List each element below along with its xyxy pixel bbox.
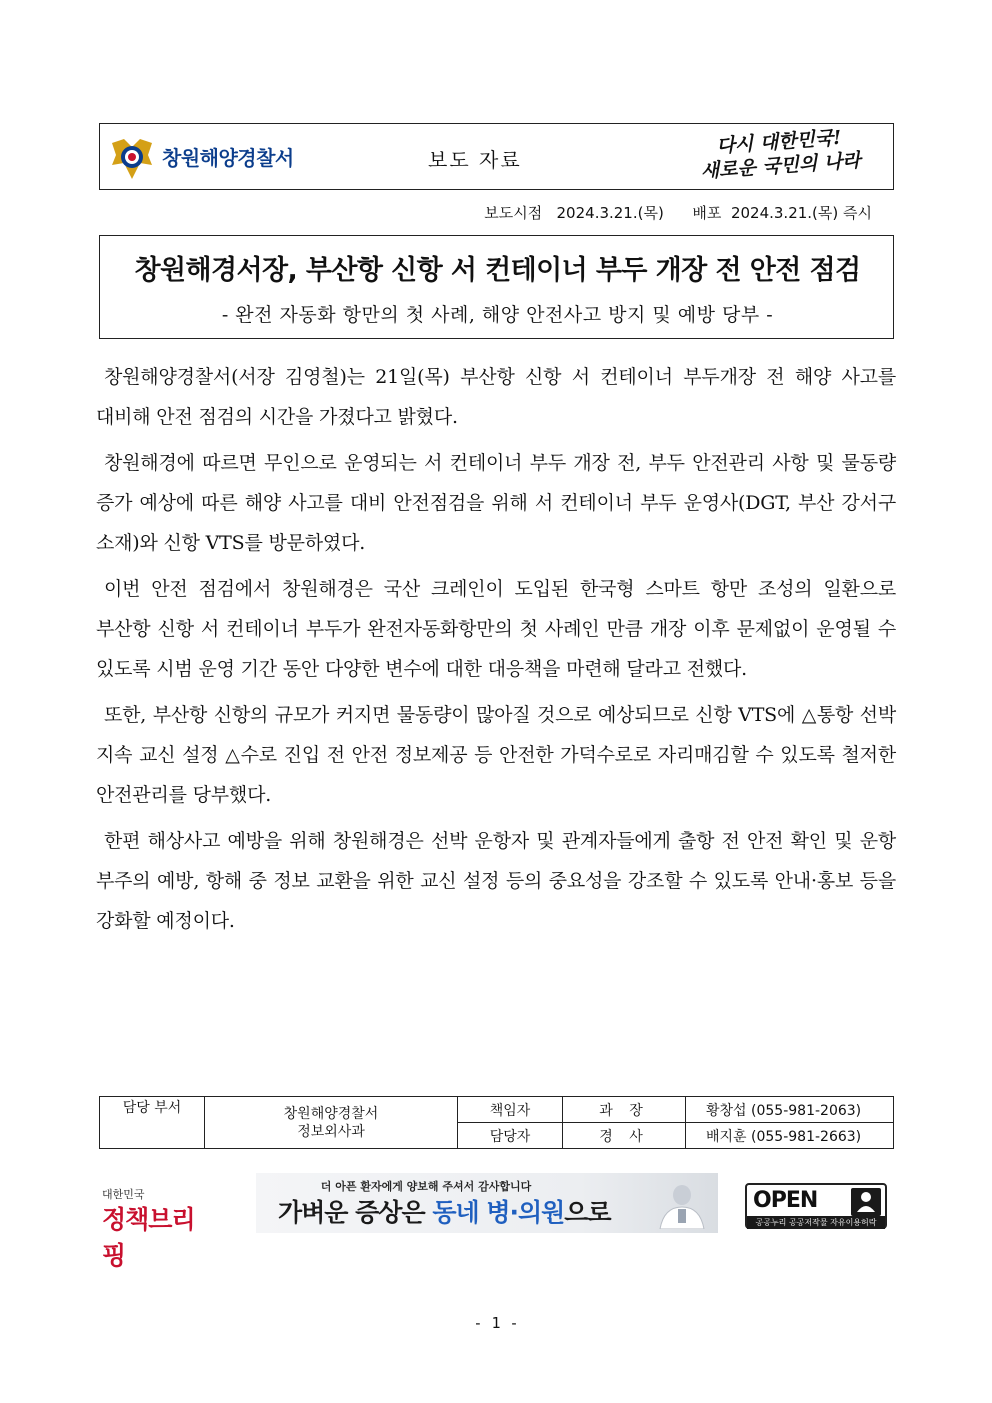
doctor-illustration-icon [642,1181,712,1229]
contact-role: 담당자 [458,1123,563,1149]
page-number: - 1 - [473,1314,519,1332]
agency-name: 창원해양경찰서 [162,146,294,170]
paragraph-3: 이번 안전 점검에서 창원해경은 국산 크레인이 도입된 한국형 스마트 항만 조성의 일환으로 부산항 신항 서 컨테이너 부두가 완전자동화항만의 첫 사례인 만큼 개장 이후 문제없이 운영될 수 있도록 시범 운영 기간 동안 다양한 변수에 대한 대응책을 마련해 달라고 전했다. [96,578,896,680]
table-row [100,1097,894,1123]
dept-name [205,1097,458,1149]
coast-guard-emblem-icon [110,135,154,181]
slogan-line-2: 새로운 국민의 나라 [700,149,862,183]
main-title: 창원해경서장, 부산항 신항 서 컨테이너 부두 개장 전 안전 점검 [134,255,861,286]
header-box [99,123,894,190]
dept-line-1: 창원해양경찰서 [283,1105,379,1122]
paragraph-5: 한편 해상사고 예방을 위해 창원해경은 선박 운항자 및 관계자들에게 출항 전 안전 확인 및 운항 부주의 예방, 항해 중 정보 교환을 위한 교신 설정 등의 중요성을 강조할 수 있도록 안내·홍보 등을 강화할 예정이다. [96,830,896,932]
campaign-top-text: 더 아픈 환자에게 양보해 주셔서 감사합니다 [320,1180,532,1193]
campaign-main-highlight: 동네 병·의원 [432,1198,565,1227]
slogan [672,123,887,192]
contact-table [99,1096,894,1149]
contact-person: 황창섭 (055-981-2063) [686,1097,894,1123]
sub-title: - 완전 자동화 항만의 첫 사례, 해양 안전사고 방지 및 예방 당부 - [221,304,774,326]
body-text [96,357,896,947]
campaign-main-c: 으로 [564,1198,611,1227]
contact-rank: 과 장 [563,1097,686,1123]
release-info: 보도시점 2024.3.21.(목) 배포 2024.3.21.(목) 즉시 [484,204,872,222]
paragraph-4: 또한, 부산항 신항의 규모가 커지면 물동량이 많아질 것으로 예상되므로 신항 VTS에 △통항 선박 지속 교신 설정 △수로 진입 전 안전 정보제공 등 안전한 가덕수로로 자리매김할 수 있도록 철저한 안전관리를 당부했다. [96,704,896,806]
open-caption: 공공누리 공공저작물 자유이용허락 [747,1216,885,1229]
campaign-main-a: 가벼운 증상은 [278,1198,433,1227]
dept-label: 담당 부서 [100,1097,205,1149]
briefing-big-text: 정책브리핑 [102,1205,195,1270]
contact-rank: 경 사 [563,1123,686,1149]
person-attribution-icon [851,1188,881,1216]
document-type: 보도 자료 [428,148,522,172]
briefing-small-text: 대한민국 [102,1188,145,1201]
kogl-open-badge [745,1183,887,1229]
campaign-banner [256,1173,718,1233]
contact-role: 책임자 [458,1097,563,1123]
paragraph-2: 창원해경에 따르면 무인으로 운영되는 서 컨테이너 부두 개장 전, 부두 안전관리 사항 및 물동량 증가 예상에 따른 해양 사고를 대비 안전점검을 위해 서 컨테이너 부두 운영사(DGT, 부산 강서구 소재)와 신항 VTS를 방문하였다. [96,452,896,554]
campaign-main-text [278,1193,611,1229]
slogan-line-1: 다시 대한민국! [715,126,843,158]
title-box [99,235,894,339]
paragraph-1: 창원해양경찰서(서장 김영철)는 21일(목) 부산항 신항 서 컨테이너 부두개장 전 해양 사고를 대비해 안전 점검의 시간을 가졌다고 밝혔다. [96,366,896,428]
policy-briefing-logo [102,1186,214,1270]
dept-line-2: 정보외사과 [297,1123,365,1140]
contact-person: 배지훈 (055-981-2663) [686,1123,894,1149]
open-text: OPEN [753,1188,818,1213]
